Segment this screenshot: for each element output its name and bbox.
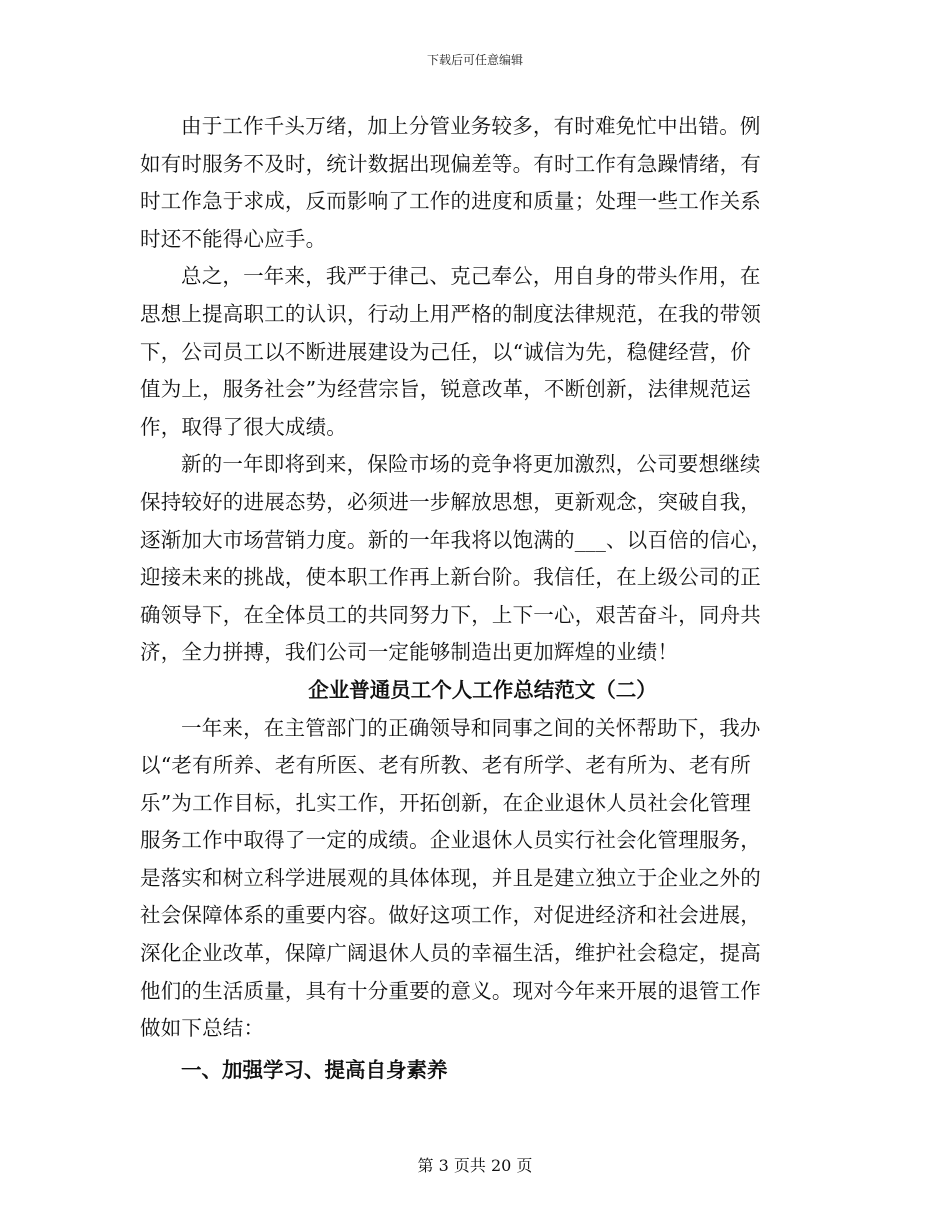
- paragraph-line: 济，全力拼搏，我们公司一定能够制造出更加辉煌的业绩！: [140, 640, 679, 665]
- paragraph-new-year: [140, 446, 805, 672]
- subheading-learning: 一、加强学习、提高自身素养: [181, 1057, 448, 1082]
- document-body: [140, 108, 805, 1089]
- paragraph-section-intro: [140, 710, 805, 1048]
- paragraph-line: 迎接未来的挑战，使本职工作再上新台阶。我信任，在上级公司的正: [140, 565, 761, 590]
- section-title: 企业普通员工个人工作总结范文（二）: [308, 677, 657, 702]
- paragraph-line: 一年来，在主管部门的正确领导和同事之间的关怀帮助下，我办: [181, 715, 761, 740]
- paragraph-errors: [140, 108, 805, 258]
- paragraph-line: 作，取得了很大成绩。: [140, 414, 347, 439]
- paragraph-line: 总之，一年来，我严于律己、克己奉公，用自身的带头作用，在: [181, 264, 761, 289]
- paragraph-line: 时还不能得心应手。: [140, 226, 327, 251]
- paragraph-line: 保持较好的进展态势，必须进一步解放思想，更新观念，突破自我，: [140, 489, 761, 514]
- paragraph-line: 以“老有所养、老有所医、老有所教、老有所学、老有所为、老有所: [140, 753, 751, 778]
- paragraph-line: 思想上提高职工的认识，行动上用严格的制度法律规范，在我的带领: [140, 301, 761, 326]
- paragraph-line: 新的一年即将到来，保险市场的竞争将更加激烈，公司要想继续: [181, 452, 761, 477]
- paragraph-line: 服务工作中取得了一定的成绩。企业退休人员实行社会化管理服务，: [140, 828, 761, 853]
- paragraph-line: 乐”为工作目标，扎实工作，开拓创新，在企业退休人员社会化管理: [140, 790, 751, 815]
- paragraph-line: 做如下总结：: [140, 1016, 265, 1041]
- paragraph-line: 确领导下，在全体员工的共同努力下，上下一心，艰苦奋斗，同舟共: [140, 602, 761, 627]
- paragraph-line: 由于工作千头万绪，加上分管业务较多，有时难免忙中出错。例: [181, 114, 761, 138]
- page-number: 第 3 页共 20 页: [417, 1156, 533, 1175]
- paragraph-line: 逐渐加大市场营销力度。新的一年我将以饱满的___、以百倍的信心，: [140, 527, 772, 552]
- paragraph-line: 他们的生活质量，具有十分重要的意义。现对今年来开展的退管工作: [140, 978, 761, 1003]
- paragraph-line: 社会保障体系的重要内容。做好这项工作，对促进经济和社会进展，: [140, 903, 761, 928]
- paragraph-line: 时工作急于求成，反而影响了工作的进度和质量；处理一些工作关系: [140, 189, 761, 214]
- paragraph-line: 下，公司员工以不断进展建设为己任，以“诚信为先，稳健经营，价: [140, 339, 751, 364]
- paragraph-summary: [140, 258, 805, 446]
- paragraph-line: 如有时服务不及时，统计数据出现偏差等。有时工作有急躁情绪，有: [140, 151, 761, 176]
- paragraph-line: 是落实和树立科学进展观的具体体现，并且是建立独立于企业之外的: [140, 865, 761, 890]
- page-header-note: 下载后可任意编辑: [426, 53, 523, 67]
- paragraph-line: 值为上，服务社会”为经营宗旨，锐意改革，不断创新，法律规范运: [140, 377, 751, 402]
- paragraph-line: 深化企业改革，保障广阔退休人员的幸福生活，维护社会稳定，提高: [140, 941, 761, 966]
